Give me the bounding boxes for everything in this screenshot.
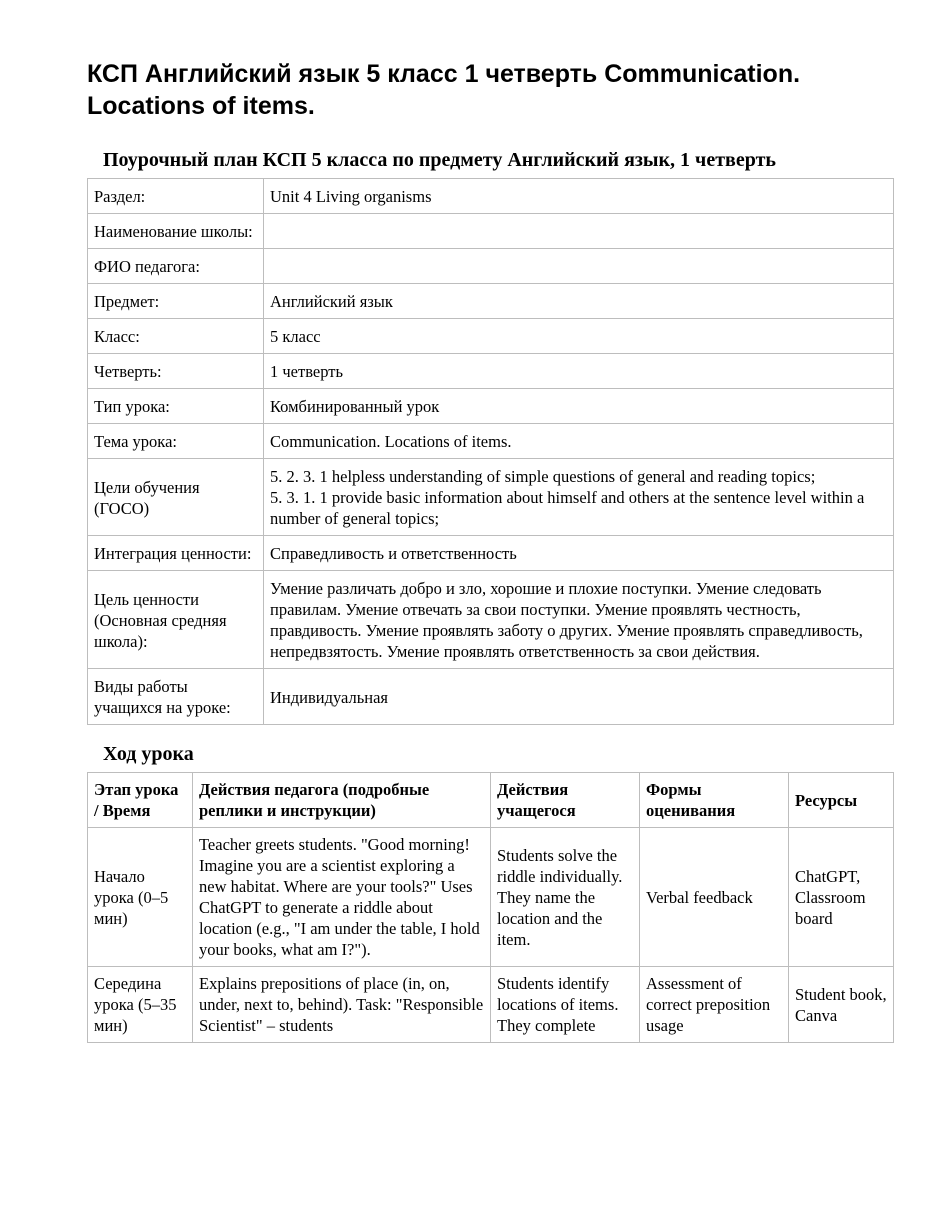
lesson-info-body bbox=[88, 179, 894, 725]
flow-cell: Середина урока (5–35 мин) bbox=[88, 967, 193, 1043]
info-label: Тип урока: bbox=[88, 389, 264, 424]
info-value: 5. 2. 3. 1 helpless understanding of simple questions of general and reading topics; 5. 3. 1. 1 provide basic information about himself and others at the sentence level within a number of general topics; bbox=[264, 459, 894, 536]
info-value bbox=[264, 249, 894, 284]
flow-column-header: Этап урока / Время bbox=[88, 773, 193, 828]
info-value bbox=[264, 214, 894, 249]
info-value: 5 класс bbox=[264, 319, 894, 354]
flow-cell: Teacher greets students. "Good morning! Imagine you are a scientist exploring a new habitat. Where are your tools?" Uses ChatGPT to generate a riddle about location (e.g., "I am under the table, I hold your books, what am I?"). bbox=[193, 828, 491, 967]
info-label: Класс: bbox=[88, 319, 264, 354]
info-value: Комбинированный урок bbox=[264, 389, 894, 424]
info-label: Тема урока: bbox=[88, 424, 264, 459]
info-label: Четверть: bbox=[88, 354, 264, 389]
info-row bbox=[88, 571, 894, 669]
info-label: Наименование школы: bbox=[88, 214, 264, 249]
flow-cell: ChatGPT, Classroom board bbox=[789, 828, 894, 967]
info-value: Умение различать добро и зло, хорошие и плохие поступки. Умение следовать правилам. Умение отвечать за свои поступки. Умение проявлять честность, правдивость. Умение проявлять заботу о других. Умение проявлять справедливость, непредвзятость. Умение проявлять ответственность за свои действия. bbox=[264, 571, 894, 669]
info-row bbox=[88, 354, 894, 389]
flow-cell: Students identify locations of items. They complete bbox=[491, 967, 640, 1043]
info-row bbox=[88, 214, 894, 249]
info-row bbox=[88, 459, 894, 536]
flow-column-header: Действия учащегося bbox=[491, 773, 640, 828]
info-row bbox=[88, 669, 894, 725]
info-label: Предмет: bbox=[88, 284, 264, 319]
info-value: Индивидуальная bbox=[264, 669, 894, 725]
info-label: Цели обучения (ГОСО) bbox=[88, 459, 264, 536]
flow-column-header: Действия педагога (подробные реплики и инструкции) bbox=[193, 773, 491, 828]
flow-cell: Verbal feedback bbox=[640, 828, 789, 967]
info-row bbox=[88, 249, 894, 284]
flow-cell: Explains prepositions of place (in, on, under, next to, behind). Task: "Responsible Scientist" – students bbox=[193, 967, 491, 1043]
info-row bbox=[88, 179, 894, 214]
info-row bbox=[88, 424, 894, 459]
lesson-flow-body bbox=[88, 828, 894, 1043]
info-label: Цель ценности (Основная средняя школа): bbox=[88, 571, 264, 669]
info-label: Раздел: bbox=[88, 179, 264, 214]
flow-column-header: Формы оценивания bbox=[640, 773, 789, 828]
flow-cell: Assessment of correct preposition usage bbox=[640, 967, 789, 1043]
info-value: Unit 4 Living organisms bbox=[264, 179, 894, 214]
info-row bbox=[88, 536, 894, 571]
flow-row bbox=[88, 967, 894, 1043]
document-page bbox=[87, 58, 893, 1043]
info-value: Английский язык bbox=[264, 284, 894, 319]
flow-cell: Начало урока (0–5 мин) bbox=[88, 828, 193, 967]
lesson-flow-table bbox=[87, 772, 894, 1043]
flow-row bbox=[88, 828, 894, 967]
lesson-flow-header-row bbox=[88, 773, 894, 828]
lesson-info-table bbox=[87, 178, 894, 725]
info-row bbox=[88, 319, 894, 354]
document-title: КСП Английский язык 5 класс 1 четверть Communication. Locations of items. bbox=[87, 60, 801, 120]
info-value: Справедливость и ответственность bbox=[264, 536, 894, 571]
lesson-flow-heading: Ход урока bbox=[103, 743, 194, 765]
info-label: Интеграция ценности: bbox=[88, 536, 264, 571]
info-value: 1 четверть bbox=[264, 354, 894, 389]
info-label: Виды работы учащихся на уроке: bbox=[88, 669, 264, 725]
info-value: Communication. Locations of items. bbox=[264, 424, 894, 459]
flow-column-header: Ресурсы bbox=[789, 773, 894, 828]
info-row bbox=[88, 284, 894, 319]
plan-heading: Поурочный план КСП 5 класса по предмету Английский язык, 1 четверть bbox=[103, 149, 776, 171]
flow-cell: Students solve the riddle individually. They name the location and the item. bbox=[491, 828, 640, 967]
flow-cell: Student book, Canva bbox=[789, 967, 894, 1043]
info-label: ФИО педагога: bbox=[88, 249, 264, 284]
info-row bbox=[88, 389, 894, 424]
